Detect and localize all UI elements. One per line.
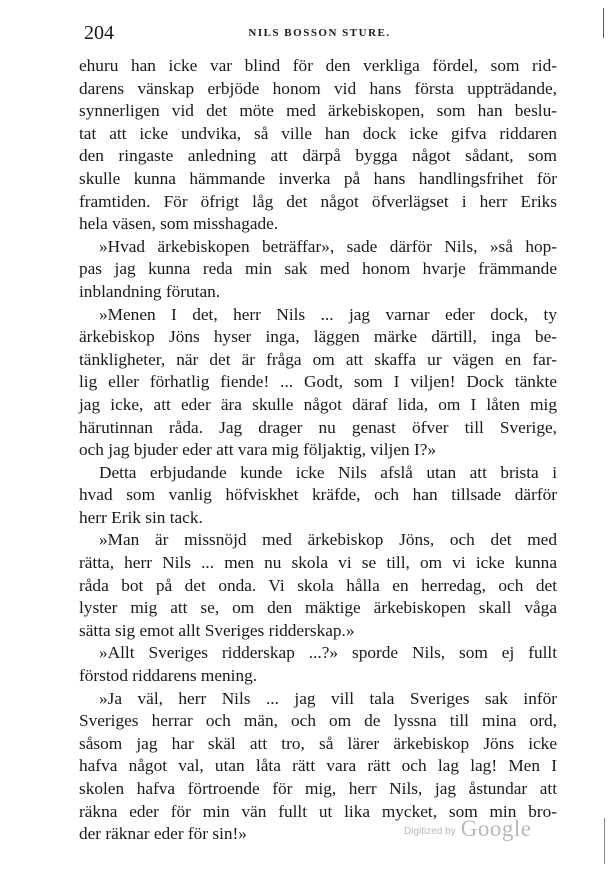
- text-line: inblandning förutan.: [79, 281, 221, 301]
- paragraph: [79, 642, 557, 687]
- text-line: »Hvad ärkebiskopen beträffar», sade därför Nils, »så hop-: [99, 236, 557, 256]
- text-line: lig eller förhatlig fiende! ... Godt, som I viljen! Dock tänkte: [79, 372, 557, 392]
- watermark-brand: Google: [460, 816, 532, 841]
- text-line: darens vänskap erbjöde honom vid hans första uppträdande,: [79, 78, 557, 98]
- text-line: och jag bjuder eder att vara mig följaktig, viljen I?»: [79, 440, 437, 460]
- text-line: ärkebiskop Jöns hyser inga, läggen märke därtill, inga be-: [79, 327, 557, 347]
- text-line: tat att icke undvika, så ville han dock icke gifva riddaren: [79, 123, 557, 143]
- text-line: framtiden. För öfrigt låg det något öfverlägset i herr Eriks: [79, 191, 557, 211]
- body-text: [79, 55, 557, 846]
- paragraph: [79, 462, 557, 530]
- text-line: sätta sig emot allt Sveriges ridderskap.»: [79, 620, 355, 640]
- text-line: rätta, herr Nils ... men nu skola vi se till, om vi icke kunna: [79, 553, 557, 573]
- text-line: hela väsen, som misshagade.: [79, 214, 279, 234]
- paragraph: [79, 304, 557, 462]
- text-line: hafva något val, utan låta rätt vara rätt och lag lag! Men I: [79, 756, 557, 776]
- paragraph: [79, 529, 557, 642]
- paragraph: [79, 55, 557, 236]
- text-line: lyster mig att se, om den mäktige ärkebiskopen skall våga: [79, 598, 557, 618]
- text-line: råda bot på det onda. Vi skola hålla en herredag, och det: [79, 575, 557, 595]
- text-line: den ringaste anledning att därpå bygga något sådant, som: [79, 146, 557, 166]
- text-line: »Menen I det, herr Nils ... jag varnar eder dock, ty: [99, 304, 557, 324]
- page-header: [82, 21, 557, 45]
- text-line: jag icke, att eder ära skulle något däraf lida, om I låten mig: [79, 394, 557, 414]
- text-line: der räknar eder för sin!»: [79, 824, 247, 844]
- page-edge-mark-bottom: [604, 818, 605, 864]
- text-line: herr Erik sin tack.: [79, 507, 203, 527]
- text-line: Detta erbjudande kunde icke Nils afslå utan att brista i: [99, 462, 557, 482]
- text-line: Sveriges herrar och män, och om de lyssna till mina ord,: [79, 711, 557, 731]
- page-edge-mark-top: [603, 8, 604, 38]
- text-line: räkna eder för min vän fullt ut lika mycket, som min bro-: [79, 801, 557, 821]
- text-line: skulle kunna hämmande inverka på hans handlingsfrihet för: [79, 168, 557, 188]
- running-title: NILS BOSSON STURE.: [248, 27, 391, 39]
- text-line: såsom jag har skäl att tro, så lärer ärkebiskop Jöns icke: [79, 733, 557, 753]
- text-line: skolen hafva förtroende för mig, herr Nils, jag åstundar att: [79, 779, 557, 798]
- text-line: »Ja väl, herr Nils ... jag vill tala Sveriges sak inför: [99, 688, 557, 708]
- digitization-watermark: [404, 816, 532, 842]
- text-line: synnerligen vid det möte med ärkebiskopen, som han beslu-: [79, 101, 557, 121]
- text-line: ehuru han icke var blind för den verkliga fördel, som rid-: [79, 56, 557, 75]
- paragraph: [79, 236, 557, 304]
- text-line: förstod riddarens mening.: [79, 666, 258, 686]
- text-line: »Allt Sveriges ridderskap ...?» sporde Nils, som ej fullt: [99, 643, 557, 663]
- watermark-digitized-by: Digitized by: [404, 826, 456, 837]
- text-line: hvad som vanlig höfviskhet kräfde, och han tillsade därför: [79, 485, 557, 505]
- text-line: tänkligheter, när det är fråga om att skaffa ur vägen en far-: [79, 349, 557, 369]
- text-line: härutinnan råda. Jag drager nu genast öfver till Sverige,: [79, 417, 557, 437]
- text-line: »Man är missnöjd med ärkebiskop Jöns, och det med: [99, 530, 557, 550]
- text-line: pas jag kunna reda min sak med honom hvarje främmande: [79, 259, 557, 279]
- page-number: 204: [84, 22, 114, 44]
